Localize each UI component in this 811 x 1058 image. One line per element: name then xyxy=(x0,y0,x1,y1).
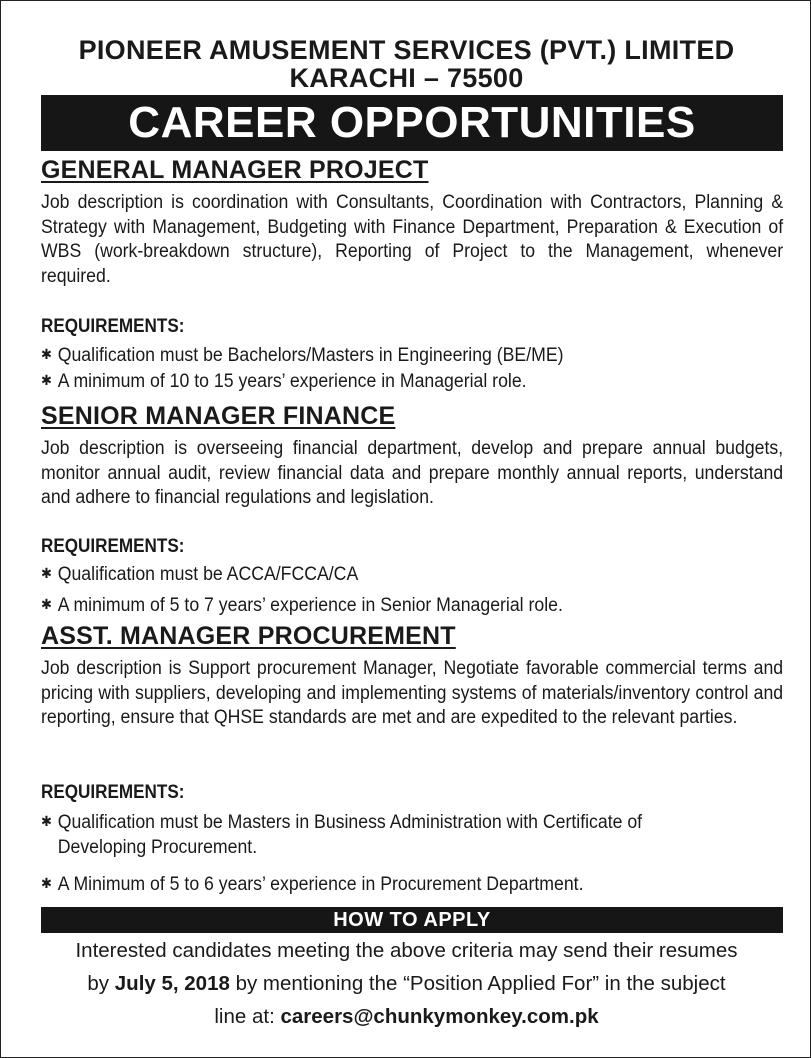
star-bullet-icon: ✱ xyxy=(41,565,52,581)
requirement-item: ✱ Qualification must be ACCA/FCCA/CA xyxy=(41,561,785,588)
job-title-general-manager-project: GENERAL MANAGER PROJECT xyxy=(41,156,429,184)
star-bullet-icon: ✱ xyxy=(41,372,52,388)
apply-instructions-line: line at: careers@chunkymonkey.com.pk xyxy=(214,1005,599,1028)
apply-instructions-line: by July 5, 2018 by mentioning the “Position Applied For” in the subject xyxy=(87,972,726,995)
how-to-apply-heading: HOW TO APPLY xyxy=(41,907,783,933)
star-bullet-icon: ✱ xyxy=(41,346,52,362)
job-title-senior-manager-finance: SENIOR MANAGER FINANCE xyxy=(41,402,396,430)
job-title-asst-manager-procurement: ASST. MANAGER PROCUREMENT xyxy=(41,622,456,650)
career-opportunities-banner: CAREER OPPORTUNITIES xyxy=(41,95,783,151)
application-deadline: July 5, 2018 xyxy=(114,972,230,995)
job-description: Job description is coordination with Consultants, Coordination with Contractors, Planning & Strategy with Management, Budgeting with Finance Department, Preparation & Execution of WBS (work-breakdown structure), Reporting of Project to the Management, whenever required. xyxy=(41,192,784,287)
star-bullet-icon: ✱ xyxy=(41,596,52,612)
apply-instructions-line: Interested candidates meeting the above criteria may send their resumes xyxy=(75,939,738,962)
requirement-item: ✱ A minimum of 10 to 15 years’ experience in Managerial role. xyxy=(41,368,785,395)
requirement-item: ✱ A Minimum of 5 to 6 years’ experience in Procurement Department. xyxy=(41,871,785,898)
application-email[interactable]: careers@chunkymonkey.com.pk xyxy=(280,1005,599,1028)
job-description: Job description is overseeing financial department, develop and prepare annual budgets, monitor annual audit, review financial data and prepare monthly annual reports, understand and adhere to financial regulations and legislation. xyxy=(41,438,784,508)
requirements-label: REQUIREMENTS: xyxy=(41,316,185,337)
star-bullet-icon: ✱ xyxy=(41,875,52,891)
requirement-item: ✱ A minimum of 5 to 7 years’ experience in Senior Managerial role. xyxy=(41,592,785,619)
company-name: PIONEER AMUSEMENT SERVICES (PVT.) LIMITED xyxy=(78,35,735,65)
star-bullet-icon: ✱ xyxy=(41,813,52,829)
company-city: KARACHI – 75500 xyxy=(289,63,524,93)
requirements-label: REQUIREMENTS: xyxy=(41,536,185,557)
job-description: Job description is Support procurement Manager, Negotiate favorable commercial terms and pricing with suppliers, developing and implementing systems of materials/inventory control and reporting, ensure that QHSE standards are met and are expedited to the relevant parties. xyxy=(41,658,784,728)
requirements-label: REQUIREMENTS: xyxy=(41,782,185,803)
requirement-item: ✱ Qualification must be Masters in Business Administration with Certificate of Developing Procurement. xyxy=(41,809,785,860)
requirement-item: ✱ Qualification must be Bachelors/Masters in Engineering (BE/ME) xyxy=(41,342,785,369)
